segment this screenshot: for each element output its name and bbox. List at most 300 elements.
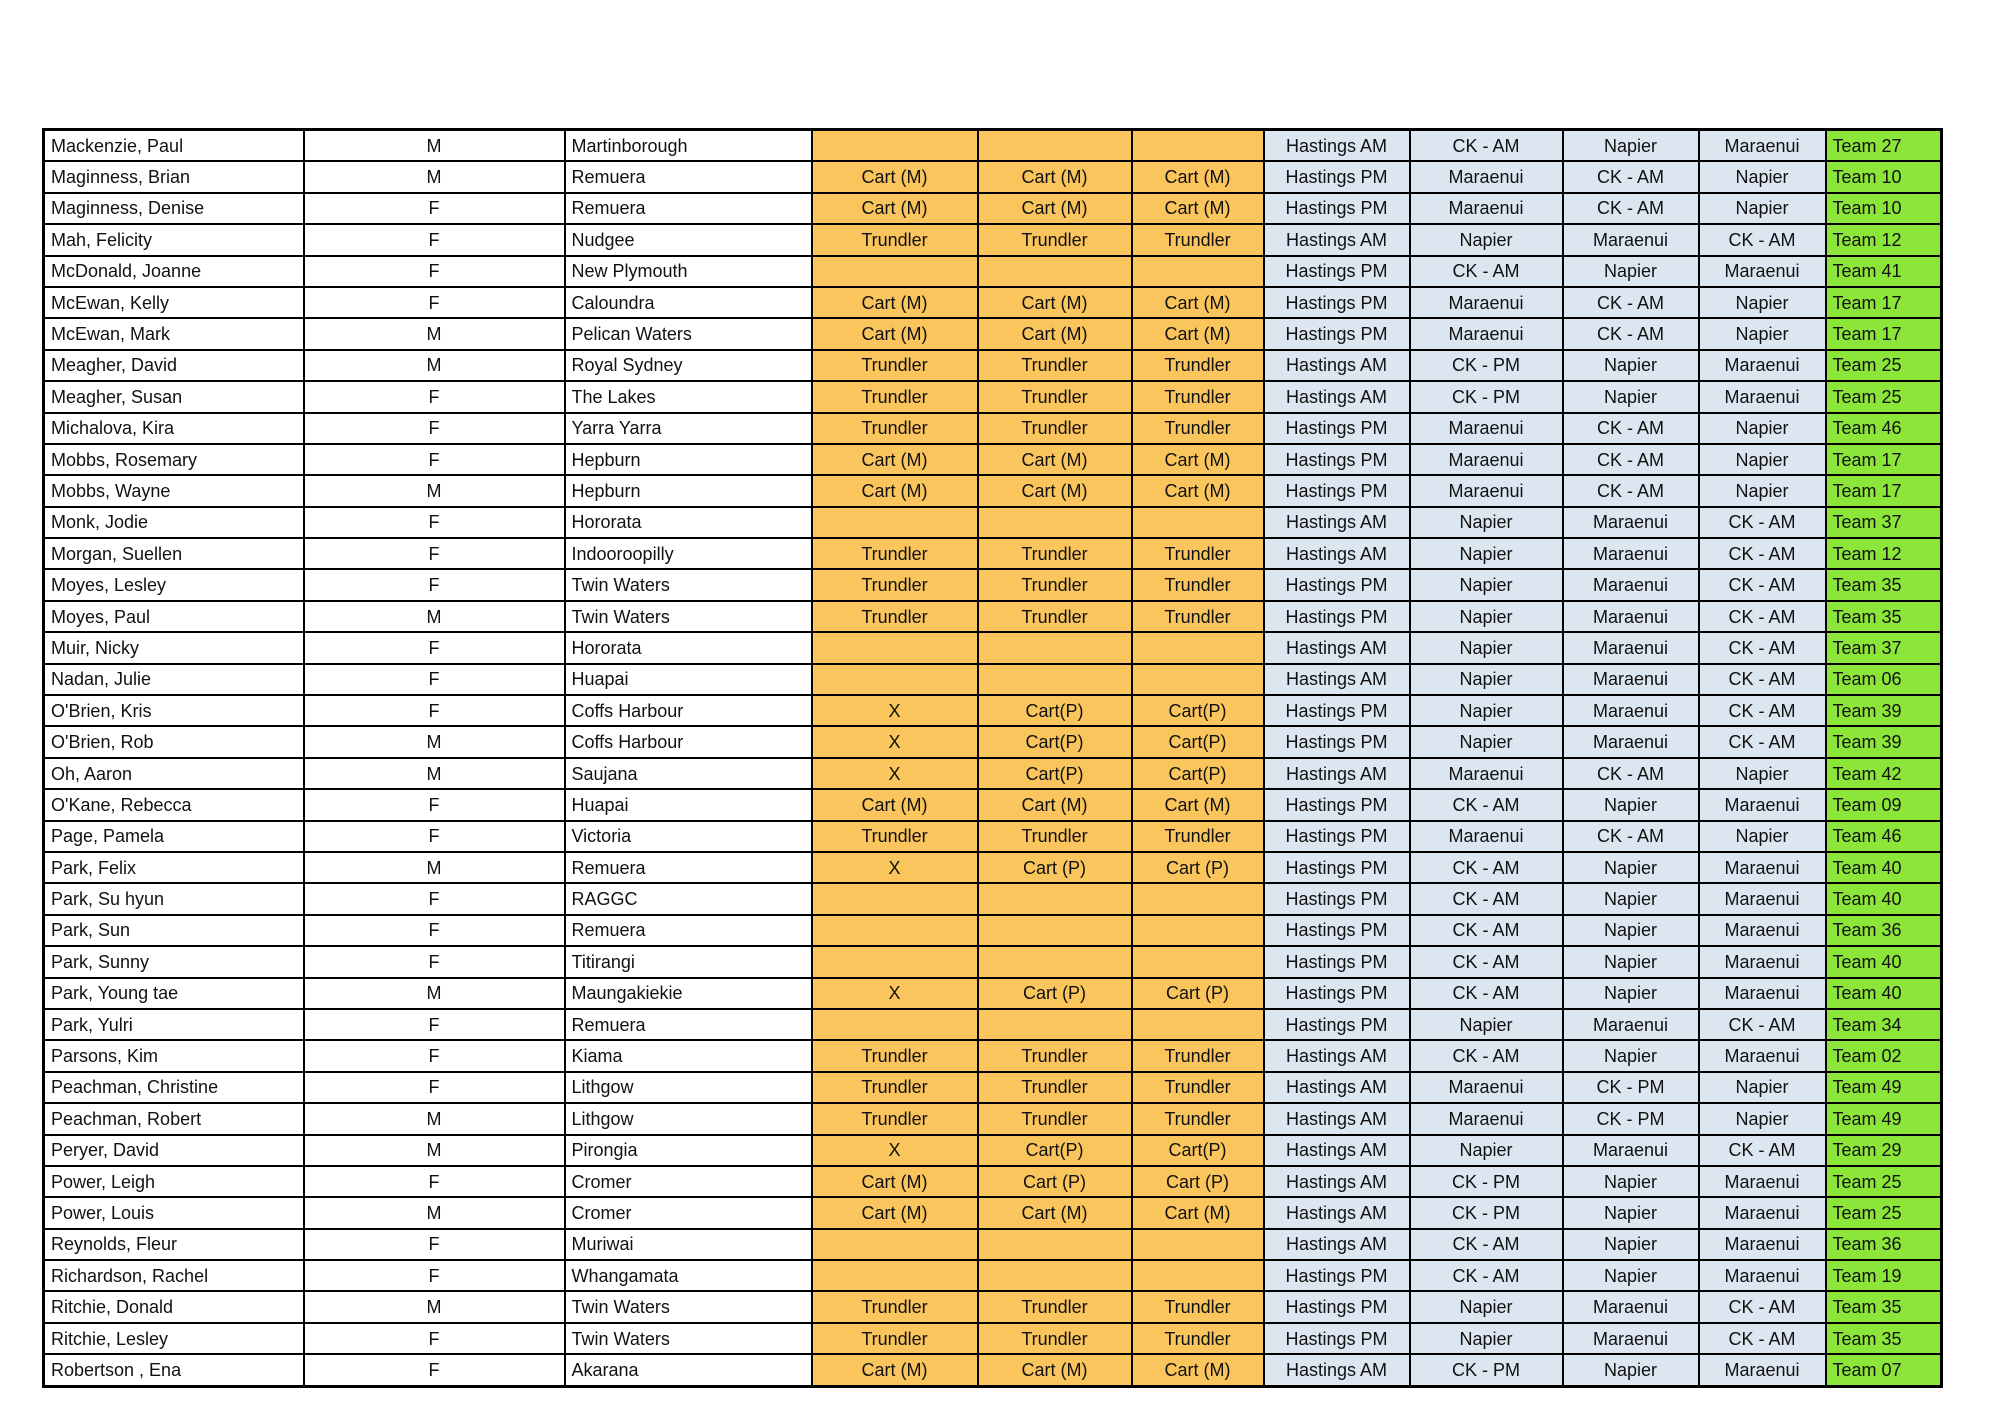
cell-venue-round-4[interactable]: Maraenui xyxy=(1699,1229,1826,1260)
cell-equipment-round-3[interactable]: Trundler xyxy=(1132,601,1264,632)
cell-equipment-round-2[interactable]: Trundler xyxy=(978,1040,1132,1071)
cell-player-name[interactable]: Maginness, Brian xyxy=(44,161,304,192)
cell-equipment-round-1[interactable]: Trundler xyxy=(812,1040,978,1071)
cell-equipment-round-1[interactable] xyxy=(812,1229,978,1260)
cell-equipment-round-3[interactable]: Cart (M) xyxy=(1132,161,1264,192)
cell-venue-round-4[interactable]: Maraenui xyxy=(1699,852,1826,883)
cell-venue-round-4[interactable]: CK - AM xyxy=(1699,1291,1826,1322)
cell-venue-round-3[interactable]: Napier xyxy=(1563,852,1699,883)
cell-equipment-round-3[interactable]: Cart (M) xyxy=(1132,193,1264,224)
cell-venue-round-4[interactable]: CK - AM xyxy=(1699,1323,1826,1354)
cell-equipment-round-1[interactable]: Trundler xyxy=(812,413,978,444)
cell-team[interactable]: Team 19 xyxy=(1826,1260,1942,1291)
cell-equipment-round-1[interactable]: X xyxy=(812,695,978,726)
cell-venue-round-3[interactable]: Napier xyxy=(1563,915,1699,946)
cell-venue-round-2[interactable]: Maraenui xyxy=(1410,444,1563,475)
cell-club[interactable]: Royal Sydney xyxy=(565,350,812,381)
cell-venue-round-3[interactable]: CK - AM xyxy=(1563,413,1699,444)
cell-venue-round-1[interactable]: Hastings AM xyxy=(1264,1135,1410,1166)
cell-player-name[interactable]: O'Kane, Rebecca xyxy=(44,789,304,820)
cell-player-name[interactable]: Peryer, David xyxy=(44,1135,304,1166)
cell-venue-round-2[interactable]: Napier xyxy=(1410,507,1563,538)
cell-equipment-round-3[interactable]: Trundler xyxy=(1132,821,1264,852)
cell-venue-round-1[interactable]: Hastings AM xyxy=(1264,1072,1410,1103)
cell-equipment-round-3[interactable] xyxy=(1132,1260,1264,1291)
cell-venue-round-2[interactable]: Maraenui xyxy=(1410,758,1563,789)
cell-player-name[interactable]: Ritchie, Lesley xyxy=(44,1323,304,1354)
cell-club[interactable]: Twin Waters xyxy=(565,1291,812,1322)
cell-equipment-round-2[interactable] xyxy=(978,915,1132,946)
cell-venue-round-1[interactable]: Hastings PM xyxy=(1264,569,1410,600)
cell-gender[interactable]: F xyxy=(304,695,565,726)
cell-club[interactable]: Huapai xyxy=(565,664,812,695)
cell-venue-round-4[interactable]: Maraenui xyxy=(1699,1354,1826,1386)
cell-gender[interactable]: F xyxy=(304,946,565,977)
cell-gender[interactable]: F xyxy=(304,444,565,475)
cell-venue-round-1[interactable]: Hastings AM xyxy=(1264,507,1410,538)
cell-club[interactable]: Victoria xyxy=(565,821,812,852)
cell-venue-round-4[interactable]: Napier xyxy=(1699,1072,1826,1103)
cell-venue-round-1[interactable]: Hastings AM xyxy=(1264,632,1410,663)
cell-equipment-round-2[interactable]: Cart (P) xyxy=(978,852,1132,883)
cell-equipment-round-1[interactable]: Cart (M) xyxy=(812,193,978,224)
cell-venue-round-4[interactable]: Napier xyxy=(1699,287,1826,318)
cell-venue-round-1[interactable]: Hastings AM xyxy=(1264,130,1410,162)
cell-club[interactable]: Martinborough xyxy=(565,130,812,162)
cell-venue-round-3[interactable]: Napier xyxy=(1563,1197,1699,1228)
cell-venue-round-4[interactable]: Maraenui xyxy=(1699,130,1826,162)
cell-venue-round-1[interactable]: Hastings PM xyxy=(1264,789,1410,820)
cell-equipment-round-2[interactable]: Cart (M) xyxy=(978,193,1132,224)
cell-equipment-round-1[interactable]: Cart (M) xyxy=(812,161,978,192)
cell-venue-round-1[interactable]: Hastings PM xyxy=(1264,1291,1410,1322)
cell-gender[interactable]: F xyxy=(304,789,565,820)
cell-venue-round-3[interactable]: Maraenui xyxy=(1563,1291,1699,1322)
cell-club[interactable]: Hepburn xyxy=(565,475,812,506)
cell-venue-round-3[interactable]: Napier xyxy=(1563,789,1699,820)
cell-equipment-round-1[interactable] xyxy=(812,946,978,977)
cell-player-name[interactable]: Moyes, Paul xyxy=(44,601,304,632)
cell-gender[interactable]: F xyxy=(304,1072,565,1103)
cell-gender[interactable]: F xyxy=(304,1323,565,1354)
cell-club[interactable]: Saujana xyxy=(565,758,812,789)
cell-venue-round-4[interactable]: CK - AM xyxy=(1699,1135,1826,1166)
cell-equipment-round-3[interactable] xyxy=(1132,1229,1264,1260)
cell-gender[interactable]: F xyxy=(304,381,565,412)
cell-venue-round-3[interactable]: Maraenui xyxy=(1563,601,1699,632)
cell-venue-round-4[interactable]: Maraenui xyxy=(1699,1260,1826,1291)
cell-venue-round-1[interactable]: Hastings PM xyxy=(1264,978,1410,1009)
cell-venue-round-3[interactable]: Napier xyxy=(1563,1354,1699,1386)
cell-venue-round-4[interactable]: CK - AM xyxy=(1699,601,1826,632)
cell-venue-round-4[interactable]: Napier xyxy=(1699,821,1826,852)
cell-equipment-round-2[interactable]: Trundler xyxy=(978,538,1132,569)
cell-gender[interactable]: M xyxy=(304,1135,565,1166)
cell-venue-round-2[interactable]: CK - AM xyxy=(1410,978,1563,1009)
cell-club[interactable]: New Plymouth xyxy=(565,256,812,287)
cell-team[interactable]: Team 12 xyxy=(1826,538,1942,569)
cell-venue-round-4[interactable]: Napier xyxy=(1699,758,1826,789)
cell-player-name[interactable]: Richardson, Rachel xyxy=(44,1260,304,1291)
cell-team[interactable]: Team 35 xyxy=(1826,569,1942,600)
cell-venue-round-2[interactable]: Maraenui xyxy=(1410,287,1563,318)
cell-player-name[interactable]: McEwan, Mark xyxy=(44,318,304,349)
cell-equipment-round-1[interactable]: Cart (M) xyxy=(812,318,978,349)
cell-club[interactable]: Remuera xyxy=(565,193,812,224)
cell-equipment-round-2[interactable]: Cart(P) xyxy=(978,758,1132,789)
cell-equipment-round-1[interactable]: Cart (M) xyxy=(812,1166,978,1197)
cell-venue-round-4[interactable]: Maraenui xyxy=(1699,978,1826,1009)
cell-equipment-round-2[interactable]: Trundler xyxy=(978,350,1132,381)
cell-venue-round-2[interactable]: Napier xyxy=(1410,695,1563,726)
cell-venue-round-3[interactable]: Maraenui xyxy=(1563,632,1699,663)
cell-venue-round-2[interactable]: CK - PM xyxy=(1410,1166,1563,1197)
cell-gender[interactable]: F xyxy=(304,287,565,318)
cell-equipment-round-2[interactable] xyxy=(978,664,1132,695)
cell-equipment-round-1[interactable]: Trundler xyxy=(812,1323,978,1354)
cell-venue-round-2[interactable]: Maraenui xyxy=(1410,1072,1563,1103)
cell-player-name[interactable]: Park, Yulri xyxy=(44,1009,304,1040)
cell-team[interactable]: Team 02 xyxy=(1826,1040,1942,1071)
cell-equipment-round-2[interactable]: Cart (M) xyxy=(978,1354,1132,1386)
cell-venue-round-2[interactable]: CK - AM xyxy=(1410,852,1563,883)
cell-venue-round-4[interactable]: CK - AM xyxy=(1699,726,1826,757)
cell-venue-round-3[interactable]: Maraenui xyxy=(1563,538,1699,569)
cell-venue-round-2[interactable]: Napier xyxy=(1410,1135,1563,1166)
cell-equipment-round-2[interactable]: Trundler xyxy=(978,413,1132,444)
cell-venue-round-4[interactable]: Napier xyxy=(1699,193,1826,224)
cell-venue-round-2[interactable]: Maraenui xyxy=(1410,1103,1563,1134)
cell-equipment-round-1[interactable]: Trundler xyxy=(812,1291,978,1322)
cell-gender[interactable]: F xyxy=(304,224,565,255)
cell-team[interactable]: Team 39 xyxy=(1826,726,1942,757)
cell-venue-round-4[interactable]: CK - AM xyxy=(1699,224,1826,255)
cell-club[interactable]: Remuera xyxy=(565,1009,812,1040)
cell-equipment-round-1[interactable]: Trundler xyxy=(812,1072,978,1103)
cell-venue-round-4[interactable]: CK - AM xyxy=(1699,507,1826,538)
cell-equipment-round-3[interactable] xyxy=(1132,946,1264,977)
cell-equipment-round-1[interactable]: Cart (M) xyxy=(812,1197,978,1228)
cell-equipment-round-1[interactable]: Trundler xyxy=(812,381,978,412)
cell-venue-round-2[interactable]: Maraenui xyxy=(1410,161,1563,192)
cell-venue-round-4[interactable]: CK - AM xyxy=(1699,632,1826,663)
cell-equipment-round-2[interactable]: Cart (P) xyxy=(978,978,1132,1009)
cell-team[interactable]: Team 10 xyxy=(1826,193,1942,224)
cell-equipment-round-2[interactable]: Cart (M) xyxy=(978,475,1132,506)
cell-venue-round-1[interactable]: Hastings AM xyxy=(1264,350,1410,381)
cell-venue-round-4[interactable]: CK - AM xyxy=(1699,664,1826,695)
cell-gender[interactable]: F xyxy=(304,569,565,600)
cell-venue-round-3[interactable]: Maraenui xyxy=(1563,664,1699,695)
cell-equipment-round-2[interactable]: Cart (M) xyxy=(978,161,1132,192)
cell-equipment-round-2[interactable] xyxy=(978,507,1132,538)
cell-gender[interactable]: F xyxy=(304,193,565,224)
cell-team[interactable]: Team 37 xyxy=(1826,507,1942,538)
cell-equipment-round-3[interactable]: Cart (M) xyxy=(1132,287,1264,318)
cell-club[interactable]: Caloundra xyxy=(565,287,812,318)
cell-team[interactable]: Team 25 xyxy=(1826,1166,1942,1197)
cell-venue-round-2[interactable]: CK - AM xyxy=(1410,883,1563,914)
cell-club[interactable]: Twin Waters xyxy=(565,601,812,632)
cell-gender[interactable]: M xyxy=(304,1197,565,1228)
cell-equipment-round-1[interactable]: Cart (M) xyxy=(812,789,978,820)
cell-team[interactable]: Team 12 xyxy=(1826,224,1942,255)
cell-venue-round-4[interactable]: CK - AM xyxy=(1699,1009,1826,1040)
cell-venue-round-1[interactable]: Hastings PM xyxy=(1264,946,1410,977)
cell-equipment-round-3[interactable]: Trundler xyxy=(1132,1040,1264,1071)
cell-venue-round-2[interactable]: Napier xyxy=(1410,726,1563,757)
cell-team[interactable]: Team 35 xyxy=(1826,601,1942,632)
cell-equipment-round-1[interactable] xyxy=(812,632,978,663)
cell-equipment-round-2[interactable]: Trundler xyxy=(978,1103,1132,1134)
cell-equipment-round-3[interactable]: Cart (P) xyxy=(1132,978,1264,1009)
cell-equipment-round-3[interactable] xyxy=(1132,130,1264,162)
cell-venue-round-4[interactable]: Napier xyxy=(1699,413,1826,444)
cell-club[interactable]: Pirongia xyxy=(565,1135,812,1166)
cell-venue-round-1[interactable]: Hastings AM xyxy=(1264,664,1410,695)
cell-venue-round-3[interactable]: CK - AM xyxy=(1563,318,1699,349)
cell-venue-round-1[interactable]: Hastings PM xyxy=(1264,601,1410,632)
cell-player-name[interactable]: Meagher, Susan xyxy=(44,381,304,412)
cell-equipment-round-1[interactable] xyxy=(812,1009,978,1040)
cell-equipment-round-3[interactable]: Cart (M) xyxy=(1132,444,1264,475)
cell-venue-round-2[interactable]: Maraenui xyxy=(1410,475,1563,506)
cell-venue-round-2[interactable]: CK - AM xyxy=(1410,1040,1563,1071)
cell-venue-round-1[interactable]: Hastings PM xyxy=(1264,193,1410,224)
cell-team[interactable]: Team 46 xyxy=(1826,413,1942,444)
cell-venue-round-4[interactable]: Maraenui xyxy=(1699,789,1826,820)
cell-team[interactable]: Team 49 xyxy=(1826,1103,1942,1134)
cell-venue-round-2[interactable]: CK - PM xyxy=(1410,1197,1563,1228)
cell-equipment-round-3[interactable]: Cart(P) xyxy=(1132,695,1264,726)
cell-equipment-round-2[interactable] xyxy=(978,883,1132,914)
cell-gender[interactable]: M xyxy=(304,350,565,381)
cell-venue-round-4[interactable]: Napier xyxy=(1699,318,1826,349)
cell-gender[interactable]: F xyxy=(304,821,565,852)
cell-equipment-round-3[interactable]: Cart (P) xyxy=(1132,852,1264,883)
cell-venue-round-1[interactable]: Hastings PM xyxy=(1264,161,1410,192)
cell-player-name[interactable]: Meagher, David xyxy=(44,350,304,381)
cell-venue-round-3[interactable]: CK - AM xyxy=(1563,475,1699,506)
cell-venue-round-1[interactable]: Hastings PM xyxy=(1264,726,1410,757)
cell-equipment-round-2[interactable]: Trundler xyxy=(978,569,1132,600)
cell-gender[interactable]: F xyxy=(304,883,565,914)
cell-venue-round-1[interactable]: Hastings PM xyxy=(1264,413,1410,444)
cell-venue-round-4[interactable]: Napier xyxy=(1699,1103,1826,1134)
cell-venue-round-3[interactable]: Napier xyxy=(1563,1166,1699,1197)
cell-venue-round-4[interactable]: Napier xyxy=(1699,161,1826,192)
cell-equipment-round-3[interactable]: Cart(P) xyxy=(1132,726,1264,757)
cell-player-name[interactable]: Mackenzie, Paul xyxy=(44,130,304,162)
cell-player-name[interactable]: Peachman, Robert xyxy=(44,1103,304,1134)
cell-team[interactable]: Team 17 xyxy=(1826,444,1942,475)
cell-equipment-round-2[interactable]: Trundler xyxy=(978,224,1132,255)
cell-gender[interactable]: M xyxy=(304,318,565,349)
cell-venue-round-3[interactable]: Napier xyxy=(1563,256,1699,287)
cell-venue-round-3[interactable]: Maraenui xyxy=(1563,569,1699,600)
cell-equipment-round-3[interactable]: Trundler xyxy=(1132,569,1264,600)
cell-gender[interactable]: M xyxy=(304,758,565,789)
cell-player-name[interactable]: Page, Pamela xyxy=(44,821,304,852)
cell-venue-round-1[interactable]: Hastings AM xyxy=(1264,1354,1410,1386)
cell-gender[interactable]: F xyxy=(304,1260,565,1291)
cell-equipment-round-3[interactable]: Trundler xyxy=(1132,1291,1264,1322)
cell-equipment-round-2[interactable]: Trundler xyxy=(978,821,1132,852)
cell-club[interactable]: Coffs Harbour xyxy=(565,726,812,757)
cell-equipment-round-3[interactable]: Cart (M) xyxy=(1132,475,1264,506)
cell-equipment-round-2[interactable] xyxy=(978,1229,1132,1260)
cell-player-name[interactable]: McEwan, Kelly xyxy=(44,287,304,318)
cell-team[interactable]: Team 17 xyxy=(1826,475,1942,506)
cell-equipment-round-2[interactable]: Cart (M) xyxy=(978,1197,1132,1228)
cell-team[interactable]: Team 46 xyxy=(1826,821,1942,852)
cell-club[interactable]: Akarana xyxy=(565,1354,812,1386)
cell-gender[interactable]: M xyxy=(304,978,565,1009)
cell-equipment-round-3[interactable]: Cart (M) xyxy=(1132,789,1264,820)
cell-equipment-round-3[interactable]: Trundler xyxy=(1132,413,1264,444)
cell-venue-round-1[interactable]: Hastings AM xyxy=(1264,758,1410,789)
cell-equipment-round-1[interactable]: Cart (M) xyxy=(812,287,978,318)
cell-equipment-round-2[interactable] xyxy=(978,946,1132,977)
cell-team[interactable]: Team 06 xyxy=(1826,664,1942,695)
cell-equipment-round-1[interactable] xyxy=(812,664,978,695)
cell-equipment-round-2[interactable]: Trundler xyxy=(978,381,1132,412)
cell-club[interactable]: Remuera xyxy=(565,915,812,946)
cell-venue-round-2[interactable]: CK - PM xyxy=(1410,1354,1563,1386)
cell-venue-round-1[interactable]: Hastings AM xyxy=(1264,1040,1410,1071)
cell-venue-round-1[interactable]: Hastings PM xyxy=(1264,256,1410,287)
cell-team[interactable]: Team 07 xyxy=(1826,1354,1942,1386)
cell-equipment-round-3[interactable] xyxy=(1132,664,1264,695)
cell-equipment-round-2[interactable]: Trundler xyxy=(978,601,1132,632)
cell-team[interactable]: Team 27 xyxy=(1826,130,1942,162)
cell-venue-round-1[interactable]: Hastings AM xyxy=(1264,1197,1410,1228)
cell-player-name[interactable]: Parsons, Kim xyxy=(44,1040,304,1071)
cell-venue-round-3[interactable]: CK - AM xyxy=(1563,821,1699,852)
cell-venue-round-3[interactable]: CK - AM xyxy=(1563,758,1699,789)
cell-player-name[interactable]: Mobbs, Wayne xyxy=(44,475,304,506)
cell-venue-round-2[interactable]: Napier xyxy=(1410,569,1563,600)
cell-team[interactable]: Team 25 xyxy=(1826,381,1942,412)
cell-equipment-round-1[interactable]: Trundler xyxy=(812,538,978,569)
cell-team[interactable]: Team 10 xyxy=(1826,161,1942,192)
cell-equipment-round-1[interactable] xyxy=(812,507,978,538)
cell-equipment-round-1[interactable]: Cart (M) xyxy=(812,1354,978,1386)
cell-venue-round-2[interactable]: Napier xyxy=(1410,1009,1563,1040)
cell-player-name[interactable]: Nadan, Julie xyxy=(44,664,304,695)
cell-venue-round-2[interactable]: Napier xyxy=(1410,1291,1563,1322)
cell-club[interactable]: Lithgow xyxy=(565,1072,812,1103)
cell-team[interactable]: Team 36 xyxy=(1826,1229,1942,1260)
cell-team[interactable]: Team 40 xyxy=(1826,852,1942,883)
cell-venue-round-2[interactable]: CK - AM xyxy=(1410,915,1563,946)
cell-gender[interactable]: F xyxy=(304,1166,565,1197)
cell-gender[interactable]: F xyxy=(304,1229,565,1260)
cell-venue-round-3[interactable]: Napier xyxy=(1563,1260,1699,1291)
cell-equipment-round-3[interactable]: Trundler xyxy=(1132,1103,1264,1134)
cell-venue-round-1[interactable]: Hastings PM xyxy=(1264,1260,1410,1291)
cell-equipment-round-3[interactable] xyxy=(1132,883,1264,914)
cell-equipment-round-3[interactable]: Trundler xyxy=(1132,1072,1264,1103)
cell-player-name[interactable]: McDonald, Joanne xyxy=(44,256,304,287)
cell-venue-round-1[interactable]: Hastings AM xyxy=(1264,538,1410,569)
cell-equipment-round-1[interactable] xyxy=(812,1260,978,1291)
cell-player-name[interactable]: Robertson , Ena xyxy=(44,1354,304,1386)
cell-gender[interactable]: F xyxy=(304,1040,565,1071)
cell-venue-round-1[interactable]: Hastings PM xyxy=(1264,475,1410,506)
cell-venue-round-2[interactable]: CK - PM xyxy=(1410,381,1563,412)
cell-club[interactable]: Coffs Harbour xyxy=(565,695,812,726)
cell-venue-round-4[interactable]: CK - AM xyxy=(1699,695,1826,726)
cell-gender[interactable]: F xyxy=(304,1354,565,1386)
cell-player-name[interactable]: Ritchie, Donald xyxy=(44,1291,304,1322)
cell-team[interactable]: Team 40 xyxy=(1826,883,1942,914)
cell-venue-round-3[interactable]: Napier xyxy=(1563,1040,1699,1071)
cell-venue-round-2[interactable]: Napier xyxy=(1410,664,1563,695)
cell-gender[interactable]: F xyxy=(304,538,565,569)
cell-equipment-round-2[interactable] xyxy=(978,1009,1132,1040)
cell-team[interactable]: Team 25 xyxy=(1826,1197,1942,1228)
cell-venue-round-4[interactable]: Maraenui xyxy=(1699,915,1826,946)
cell-venue-round-3[interactable]: CK - AM xyxy=(1563,161,1699,192)
cell-team[interactable]: Team 40 xyxy=(1826,946,1942,977)
cell-equipment-round-1[interactable]: X xyxy=(812,978,978,1009)
cell-venue-round-2[interactable]: CK - AM xyxy=(1410,256,1563,287)
cell-club[interactable]: Muriwai xyxy=(565,1229,812,1260)
cell-equipment-round-3[interactable] xyxy=(1132,632,1264,663)
cell-club[interactable]: Indooroopilly xyxy=(565,538,812,569)
cell-gender[interactable]: M xyxy=(304,601,565,632)
cell-gender[interactable]: F xyxy=(304,256,565,287)
cell-venue-round-4[interactable]: Maraenui xyxy=(1699,350,1826,381)
cell-venue-round-2[interactable]: Maraenui xyxy=(1410,193,1563,224)
cell-team[interactable]: Team 40 xyxy=(1826,978,1942,1009)
cell-equipment-round-3[interactable]: Trundler xyxy=(1132,1323,1264,1354)
cell-venue-round-1[interactable]: Hastings PM xyxy=(1264,821,1410,852)
cell-team[interactable]: Team 17 xyxy=(1826,318,1942,349)
cell-team[interactable]: Team 34 xyxy=(1826,1009,1942,1040)
cell-player-name[interactable]: O'Brien, Kris xyxy=(44,695,304,726)
cell-equipment-round-2[interactable]: Trundler xyxy=(978,1323,1132,1354)
cell-gender[interactable]: F xyxy=(304,413,565,444)
cell-venue-round-3[interactable]: Maraenui xyxy=(1563,1009,1699,1040)
cell-gender[interactable]: M xyxy=(304,1291,565,1322)
cell-equipment-round-2[interactable]: Cart(P) xyxy=(978,726,1132,757)
cell-venue-round-3[interactable]: Maraenui xyxy=(1563,224,1699,255)
cell-club[interactable]: Pelican Waters xyxy=(565,318,812,349)
cell-venue-round-2[interactable]: Maraenui xyxy=(1410,318,1563,349)
cell-player-name[interactable]: Muir, Nicky xyxy=(44,632,304,663)
cell-player-name[interactable]: Park, Felix xyxy=(44,852,304,883)
cell-team[interactable]: Team 17 xyxy=(1826,287,1942,318)
cell-player-name[interactable]: Park, Young tae xyxy=(44,978,304,1009)
cell-venue-round-1[interactable]: Hastings AM xyxy=(1264,1103,1410,1134)
cell-gender[interactable]: M xyxy=(304,852,565,883)
cell-venue-round-2[interactable]: Napier xyxy=(1410,1323,1563,1354)
cell-equipment-round-3[interactable]: Cart (P) xyxy=(1132,1166,1264,1197)
cell-team[interactable]: Team 37 xyxy=(1826,632,1942,663)
cell-team[interactable]: Team 35 xyxy=(1826,1323,1942,1354)
cell-equipment-round-3[interactable] xyxy=(1132,507,1264,538)
cell-team[interactable]: Team 39 xyxy=(1826,695,1942,726)
cell-equipment-round-3[interactable]: Trundler xyxy=(1132,350,1264,381)
cell-equipment-round-2[interactable] xyxy=(978,256,1132,287)
cell-team[interactable]: Team 49 xyxy=(1826,1072,1942,1103)
cell-venue-round-2[interactable]: CK - PM xyxy=(1410,350,1563,381)
cell-venue-round-4[interactable]: Maraenui xyxy=(1699,1040,1826,1071)
cell-club[interactable]: Remuera xyxy=(565,161,812,192)
cell-gender[interactable]: F xyxy=(304,664,565,695)
